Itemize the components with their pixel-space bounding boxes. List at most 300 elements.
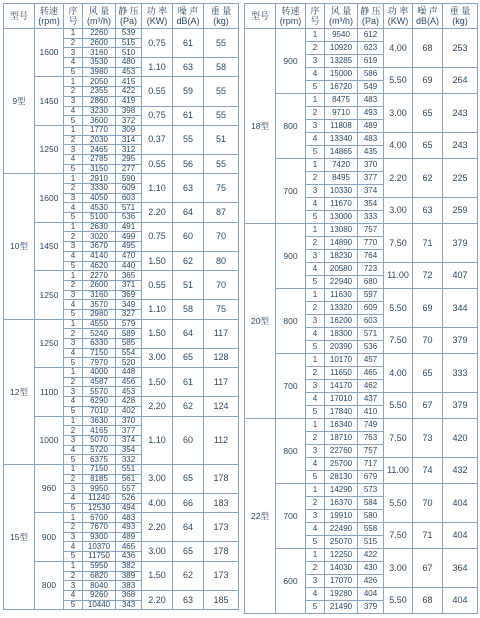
seq-cell: 3 <box>64 242 83 252</box>
airflow-cell: 9260 <box>83 590 116 600</box>
seq-cell: 3 <box>64 435 83 445</box>
table-row <box>4 174 239 184</box>
speed-cell: 1450 <box>35 222 64 270</box>
power-cell: 1.50 <box>142 561 173 590</box>
speed-cell: 1250 <box>35 125 64 173</box>
speed-cell: 800 <box>276 419 306 484</box>
pressure-cell: 757 <box>358 224 384 237</box>
pressure-cell: 465 <box>358 367 384 380</box>
noise-cell: 72 <box>413 263 443 289</box>
weight-cell: 173 <box>204 513 239 542</box>
table-row <box>245 29 478 42</box>
seq-cell: 1 <box>306 419 325 432</box>
airflow-cell: 5570 <box>83 387 116 397</box>
noise-cell: 66 <box>173 494 204 513</box>
airflow-cell: 2260 <box>83 29 116 39</box>
pressure-cell: 480 <box>116 58 142 68</box>
table-row <box>4 77 239 87</box>
power-cell: 4.00 <box>142 494 173 513</box>
seq-cell: 5 <box>64 455 83 465</box>
seq-cell: 3 <box>306 575 325 588</box>
power-cell: 1.50 <box>142 251 173 270</box>
seq-cell: 4 <box>306 198 325 211</box>
seq-cell: 2 <box>306 42 325 55</box>
pressure-cell: 763 <box>358 432 384 445</box>
noise-header-label: 噪 声 <box>177 6 199 16</box>
pressure-header-unit: (Pa) <box>361 16 379 26</box>
model-cell: 22型 <box>245 419 276 614</box>
airflow-cell: 14030 <box>325 562 358 575</box>
noise-header <box>173 4 204 29</box>
weight-cell: 243 <box>443 133 478 159</box>
weight-cell: 344 <box>443 289 478 328</box>
pressure-cell: 453 <box>116 67 142 77</box>
noise-cell: 65 <box>413 133 443 159</box>
speed-cell: 800 <box>276 289 306 354</box>
power-header <box>142 4 173 29</box>
power-cell: 0.55 <box>142 271 173 300</box>
seq-header-unit: 号 <box>68 16 78 26</box>
pressure-cell: 554 <box>116 348 142 358</box>
weight-cell: 55 <box>204 29 239 58</box>
pressure-cell: 590 <box>116 174 142 184</box>
model-cell: 12型 <box>4 319 35 464</box>
pressure-cell: 580 <box>358 510 384 523</box>
pressure-cell: 332 <box>116 455 142 465</box>
seq-cell: 4 <box>306 263 325 276</box>
seq-cell: 1 <box>306 354 325 367</box>
pressure-cell: 382 <box>116 561 142 571</box>
seq-cell: 4 <box>306 68 325 81</box>
speed-cell: 700 <box>276 484 306 549</box>
pressure-cell: 354 <box>358 198 384 211</box>
noise-cell: 65 <box>173 348 204 367</box>
airflow-cell: 4140 <box>83 251 116 261</box>
airflow-cell: 10370 <box>83 542 116 552</box>
power-cell: 1.50 <box>142 319 173 348</box>
speed-cell: 900 <box>276 224 306 289</box>
table-row <box>245 289 478 302</box>
model-header <box>245 4 276 29</box>
weight-cell: 112 <box>204 416 239 464</box>
speed-cell: 1600 <box>35 174 64 222</box>
pressure-cell: 757 <box>358 445 384 458</box>
noise-cell: 69 <box>413 289 443 328</box>
noise-cell: 63 <box>173 58 204 77</box>
power-cell: 1.50 <box>142 368 173 397</box>
seq-cell: 5 <box>306 471 325 484</box>
noise-cell: 59 <box>173 77 204 106</box>
table-row <box>4 561 239 571</box>
seq-cell: 3 <box>64 532 83 542</box>
pressure-cell: 549 <box>358 81 384 94</box>
noise-cell: 61 <box>173 368 204 397</box>
airflow-cell: 13320 <box>325 302 358 315</box>
airflow-cell: 8040 <box>83 581 116 591</box>
pressure-cell: 327 <box>116 309 142 319</box>
seq-cell: 2 <box>64 135 83 145</box>
weight-cell: 117 <box>204 368 239 397</box>
pressure-cell: 448 <box>116 368 142 378</box>
noise-cell: 60 <box>173 416 204 464</box>
power-cell: 3.00 <box>384 94 413 133</box>
power-cell: 1.10 <box>142 416 173 464</box>
pressure-cell: 536 <box>358 341 384 354</box>
airflow-cell: 3150 <box>83 164 116 174</box>
noise-cell: 74 <box>413 458 443 484</box>
seq-cell: 5 <box>64 552 83 562</box>
seq-cell: 5 <box>64 261 83 271</box>
pressure-cell: 377 <box>116 426 142 436</box>
speed-cell: 1000 <box>35 416 64 464</box>
noise-cell: 68 <box>413 29 443 68</box>
airflow-cell: 16370 <box>325 497 358 510</box>
airflow-cell: 2600 <box>83 280 116 290</box>
airflow-cell: 2910 <box>83 174 116 184</box>
airflow-cell: 5070 <box>83 435 116 445</box>
airflow-cell: 3330 <box>83 184 116 194</box>
airflow-cell: 7150 <box>83 348 116 358</box>
seq-header-label: 序 <box>68 6 78 16</box>
table-row <box>245 419 478 432</box>
noise-cell: 61 <box>173 29 204 58</box>
noise-header-unit: dB(A) <box>415 16 439 26</box>
airflow-cell: 4550 <box>83 319 116 329</box>
seq-cell: 5 <box>306 406 325 419</box>
seq-cell: 5 <box>64 358 83 368</box>
airflow-cell: 13080 <box>325 224 358 237</box>
table-row <box>4 125 239 135</box>
weight-cell: 80 <box>204 251 239 270</box>
speed-cell: 960 <box>35 464 64 512</box>
airflow-header <box>83 4 116 29</box>
noise-cell: 58 <box>173 300 204 319</box>
seq-cell: 5 <box>64 406 83 416</box>
power-cell: 0.75 <box>142 29 173 58</box>
seq-cell: 4 <box>64 203 83 213</box>
weight-header <box>204 4 239 29</box>
airflow-cell: 20390 <box>325 341 358 354</box>
pressure-cell: 612 <box>358 29 384 42</box>
airflow-cell: 12250 <box>325 549 358 562</box>
pressure-cell: 495 <box>116 242 142 252</box>
pressure-cell: 483 <box>116 513 142 523</box>
fan-spec-table-right <box>244 3 478 614</box>
airflow-cell: 11750 <box>83 552 116 562</box>
airflow-cell: 17840 <box>325 406 358 419</box>
pressure-cell: 561 <box>116 474 142 484</box>
seq-cell: 4 <box>306 523 325 536</box>
pressure-cell: 589 <box>116 329 142 339</box>
seq-cell: 3 <box>64 145 83 155</box>
airflow-cell: 6820 <box>83 571 116 581</box>
pressure-cell: 372 <box>116 116 142 126</box>
power-cell: 0.37 <box>142 125 173 154</box>
model-cell: 20型 <box>245 224 276 419</box>
airflow-cell: 6290 <box>83 397 116 407</box>
seq-cell: 4 <box>64 300 83 310</box>
seq-cell: 1 <box>64 319 83 329</box>
weight-header <box>443 4 478 29</box>
pressure-cell: 520 <box>116 358 142 368</box>
seq-cell: 4 <box>64 542 83 552</box>
noise-cell: 64 <box>173 513 204 542</box>
airflow-cell: 4000 <box>83 368 116 378</box>
seq-cell: 4 <box>306 458 325 471</box>
pressure-header-unit: (Pa) <box>119 16 137 26</box>
power-cell: 2.20 <box>384 159 413 198</box>
noise-cell: 64 <box>173 203 204 222</box>
speed-cell: 900 <box>276 29 306 94</box>
seq-cell: 2 <box>64 329 83 339</box>
pressure-cell: 437 <box>358 393 384 406</box>
airflow-cell: 5720 <box>83 445 116 455</box>
airflow-cell: 2785 <box>83 154 116 164</box>
seq-cell: 2 <box>64 280 83 290</box>
airflow-cell: 7420 <box>325 159 358 172</box>
airflow-cell: 6375 <box>83 455 116 465</box>
weight-cell: 178 <box>204 542 239 561</box>
airflow-cell: 3630 <box>83 416 116 426</box>
model-cell: 18型 <box>245 29 276 224</box>
airflow-cell: 3600 <box>83 116 116 126</box>
table-row <box>245 159 478 172</box>
pressure-cell: 428 <box>116 397 142 407</box>
pressure-cell: 457 <box>358 354 384 367</box>
airflow-cell: 5100 <box>83 213 116 223</box>
seq-cell: 1 <box>64 416 83 426</box>
noise-cell: 68 <box>413 588 443 614</box>
airflow-cell: 10920 <box>325 42 358 55</box>
seq-cell: 2 <box>64 474 83 484</box>
noise-cell: 73 <box>413 419 443 458</box>
weight-cell: 51 <box>204 125 239 154</box>
seq-cell: 2 <box>64 87 83 97</box>
seq-header-label: 序 <box>310 6 320 16</box>
seq-cell: 3 <box>306 315 325 328</box>
power-cell: 3.00 <box>142 542 173 561</box>
weight-cell: 173 <box>204 561 239 590</box>
pressure-cell: 551 <box>116 464 142 474</box>
noise-cell: 51 <box>173 271 204 300</box>
seq-cell: 1 <box>64 271 83 281</box>
weight-cell: 432 <box>443 458 478 484</box>
airflow-cell: 25070 <box>325 536 358 549</box>
model-cell: 9型 <box>4 29 35 174</box>
seq-cell: 5 <box>306 601 325 614</box>
pressure-header-label: 静 压 <box>118 6 139 16</box>
airflow-cell: 5950 <box>83 561 116 571</box>
airflow-cell: 11650 <box>325 367 358 380</box>
power-header-label: 功 率 <box>387 6 409 16</box>
seq-header <box>64 4 83 29</box>
seq-cell: 1 <box>306 484 325 497</box>
airflow-cell: 8495 <box>325 172 358 185</box>
airflow-cell: 17070 <box>325 575 358 588</box>
noise-cell: 65 <box>173 542 204 561</box>
weight-cell: 75 <box>204 300 239 319</box>
airflow-cell: 2030 <box>83 135 116 145</box>
airflow-cell: 3530 <box>83 58 116 68</box>
seq-cell: 5 <box>64 309 83 319</box>
weight-cell: 117 <box>204 319 239 348</box>
pressure-cell: 410 <box>358 406 384 419</box>
seq-header <box>306 4 325 29</box>
pressure-cell: 422 <box>116 87 142 97</box>
seq-cell: 2 <box>64 523 83 533</box>
pressure-cell: 609 <box>358 302 384 315</box>
noise-cell: 63 <box>173 174 204 203</box>
pressure-cell: 371 <box>116 280 142 290</box>
weight-cell: 124 <box>204 397 239 416</box>
seq-cell: 2 <box>306 497 325 510</box>
airflow-cell: 18300 <box>325 328 358 341</box>
pressure-cell: 483 <box>358 94 384 107</box>
weight-cell: 185 <box>204 590 239 609</box>
seq-cell: 4 <box>64 154 83 164</box>
seq-cell: 2 <box>306 367 325 380</box>
airflow-cell: 1770 <box>83 125 116 135</box>
weight-cell: 55 <box>204 77 239 106</box>
pressure-cell: 374 <box>116 435 142 445</box>
airflow-cell: 2050 <box>83 77 116 87</box>
airflow-cell: 7150 <box>83 464 116 474</box>
airflow-cell: 7970 <box>83 358 116 368</box>
pressure-cell: 370 <box>358 159 384 172</box>
power-cell: 0.75 <box>142 222 173 251</box>
airflow-cell: 18230 <box>325 250 358 263</box>
model-cell: 15型 <box>4 464 35 609</box>
seq-cell: 2 <box>64 38 83 48</box>
airflow-cell: 2630 <box>83 222 116 232</box>
pressure-cell: 349 <box>116 300 142 310</box>
seq-cell: 2 <box>306 562 325 575</box>
weight-cell: 404 <box>443 588 478 614</box>
airflow-cell: 22760 <box>325 445 358 458</box>
airflow-cell: 16340 <box>325 419 358 432</box>
pressure-cell: 609 <box>116 184 142 194</box>
power-cell: 2.20 <box>142 513 173 542</box>
seq-cell: 3 <box>64 48 83 58</box>
seq-cell: 5 <box>306 81 325 94</box>
pressure-cell: 440 <box>116 261 142 271</box>
weight-cell: 259 <box>443 198 478 224</box>
model-header <box>4 4 35 29</box>
airflow-cell: 14290 <box>325 484 358 497</box>
power-cell: 2.20 <box>142 397 173 416</box>
weight-header-unit: (kg) <box>213 16 229 26</box>
airflow-cell: 2465 <box>83 145 116 155</box>
pressure-cell: 499 <box>116 232 142 242</box>
seq-cell: 5 <box>64 67 83 77</box>
pressure-cell: 491 <box>116 222 142 232</box>
seq-cell: 1 <box>64 222 83 232</box>
airflow-cell: 16720 <box>325 81 358 94</box>
airflow-cell: 10170 <box>325 354 358 367</box>
pressure-cell: 603 <box>116 193 142 203</box>
pressure-cell: 314 <box>116 135 142 145</box>
pressure-cell: 770 <box>358 237 384 250</box>
seq-cell: 2 <box>64 571 83 581</box>
airflow-cell: 11630 <box>325 289 358 302</box>
noise-cell: 64 <box>173 319 204 348</box>
power-header-label: 功 率 <box>146 6 168 16</box>
noise-header-unit: dB(A) <box>176 16 200 26</box>
speed-header <box>276 4 306 29</box>
model-cell: 10型 <box>4 174 35 319</box>
pressure-cell: 679 <box>358 471 384 484</box>
seq-cell: 4 <box>306 133 325 146</box>
pressure-cell: 402 <box>116 406 142 416</box>
power-cell: 5.50 <box>384 68 413 94</box>
pressure-cell: 526 <box>116 494 142 504</box>
pressure-cell: 603 <box>358 315 384 328</box>
pressure-cell: 573 <box>358 484 384 497</box>
speed-cell: 600 <box>276 549 306 614</box>
weight-cell: 58 <box>204 58 239 77</box>
power-cell: 3.00 <box>142 348 173 367</box>
seq-cell: 3 <box>306 55 325 68</box>
pressure-cell: 277 <box>116 164 142 174</box>
power-cell: 3.00 <box>384 198 413 224</box>
airflow-cell: 10330 <box>325 185 358 198</box>
airflow-cell: 3670 <box>83 242 116 252</box>
seq-cell: 1 <box>64 77 83 87</box>
seq-cell: 3 <box>64 387 83 397</box>
weight-cell: 364 <box>443 549 478 588</box>
airflow-cell: 2270 <box>83 271 116 281</box>
airflow-cell: 13000 <box>325 211 358 224</box>
pressure-cell: 462 <box>358 380 384 393</box>
airflow-cell: 18710 <box>325 432 358 445</box>
pressure-cell: 571 <box>358 328 384 341</box>
seq-cell: 5 <box>64 164 83 174</box>
seq-cell: 3 <box>306 510 325 523</box>
airflow-cell: 3230 <box>83 106 116 116</box>
pressure-header <box>358 4 384 29</box>
airflow-cell: 6700 <box>83 513 116 523</box>
speed-cell: 700 <box>276 159 306 224</box>
power-cell: 4.00 <box>384 354 413 393</box>
speed-cell: 1600 <box>35 29 64 77</box>
power-cell: 7.50 <box>384 419 413 458</box>
pressure-cell: 436 <box>116 552 142 562</box>
airflow-cell: 11240 <box>83 494 116 504</box>
weight-cell: 128 <box>204 348 239 367</box>
table-row <box>4 464 239 474</box>
weight-cell: 379 <box>443 393 478 419</box>
seq-cell: 1 <box>306 94 325 107</box>
seq-cell: 4 <box>64 397 83 407</box>
pressure-cell: 374 <box>358 185 384 198</box>
power-header-unit: (KW) <box>387 16 409 26</box>
pressure-cell: 723 <box>358 263 384 276</box>
pressure-cell: 312 <box>116 145 142 155</box>
weight-cell: 225 <box>443 159 478 198</box>
seq-cell: 2 <box>64 426 83 436</box>
speed-header-unit: (rpm) <box>38 16 60 26</box>
seq-cell: 1 <box>306 289 325 302</box>
airflow-cell: 8475 <box>325 94 358 107</box>
power-cell: 3.00 <box>142 464 173 493</box>
power-cell: 0.55 <box>142 154 173 173</box>
seq-cell: 5 <box>306 211 325 224</box>
airflow-cell: 2600 <box>83 38 116 48</box>
seq-cell: 1 <box>64 125 83 135</box>
airflow-cell: 9710 <box>325 107 358 120</box>
pressure-cell: 419 <box>116 96 142 106</box>
pressure-cell: 558 <box>358 523 384 536</box>
